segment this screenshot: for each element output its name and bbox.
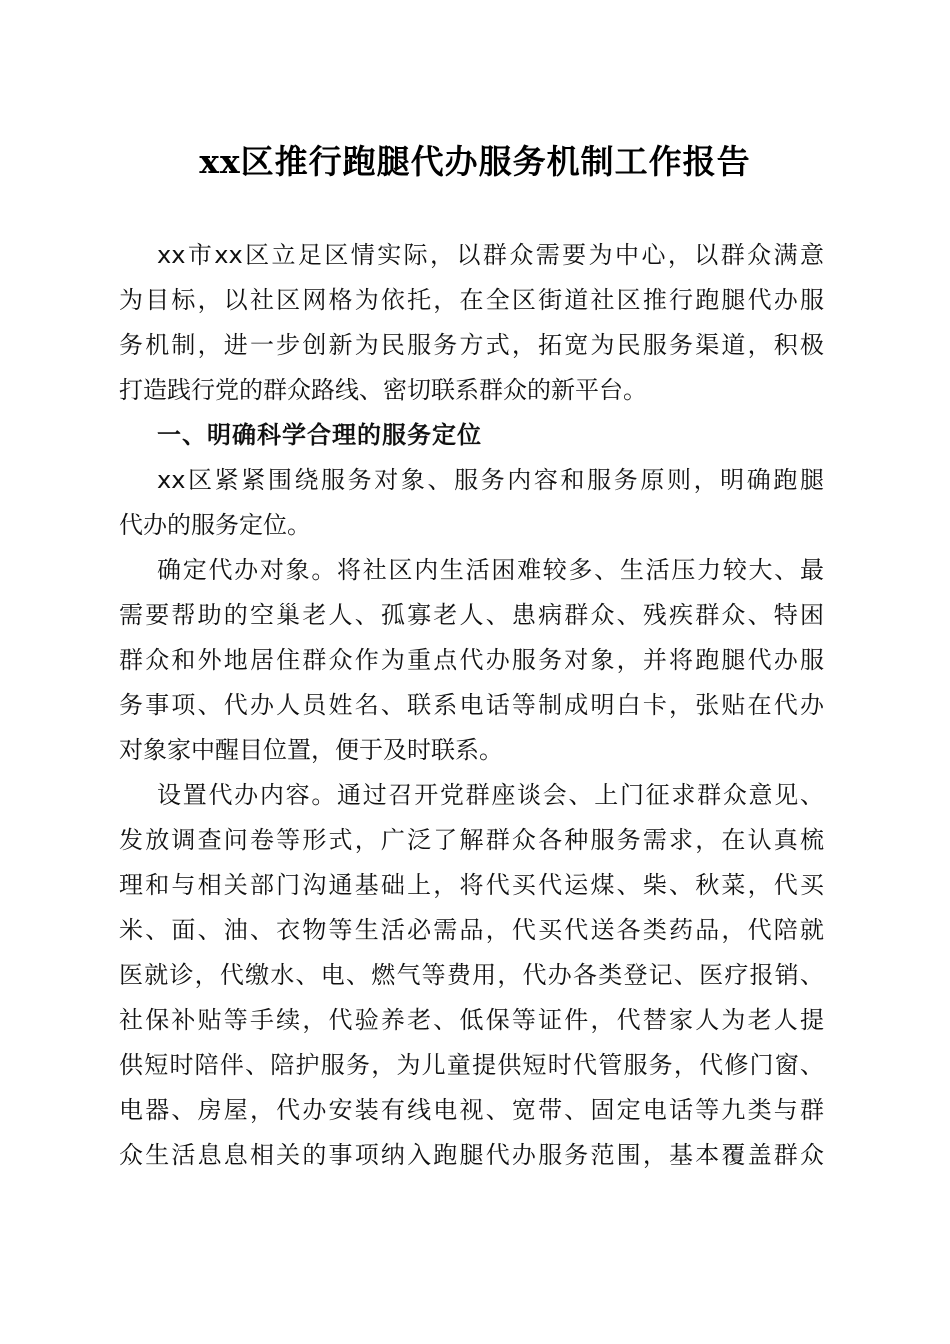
paragraph-line: 需要帮助的空巢老人、孤寡老人、患病群众、残疾群众、特困 — [119, 601, 824, 629]
section-heading: 一、明确科学合理的服务定位 — [157, 421, 482, 449]
paragraph-line: 社保补贴等手续，代验养老、低保等证件，代替家人为老人提 — [119, 1006, 824, 1034]
paragraph-line: 理和与相关部门沟通基础上，将代买代运煤、柴、秋菜，代买 — [119, 871, 824, 899]
paragraph-line: 电器、房屋，代办安装有线电视、宽带、固定电话等九类与群 — [119, 1096, 824, 1124]
paragraph-line: 医就诊，代缴水、电、燃气等费用，代办各类登记、医疗报销、 — [119, 961, 824, 989]
document-body — [119, 233, 824, 1178]
paragraph-line: 对象家中醒目位置，便于及时联系。 — [119, 736, 503, 764]
paragraph-line: 米、面、油、衣物等生活必需品，代买代送各类药品，代陪就 — [119, 916, 824, 944]
paragraph-line: 务事项、代办人员姓名、联系电话等制成明白卡，张贴在代办 — [119, 691, 824, 719]
paragraph-line: xx市xx区立足区情实际，以群众需要为中心，以群众满意 — [157, 241, 824, 269]
paragraph-line: 打造践行党的群众路线、密切联系群众的新平台。 — [119, 376, 647, 404]
paragraph-line: 确定代办对象。将社区内生活困难较多、生活压力较大、最 — [157, 556, 824, 584]
paragraph-line: 发放调查问卷等形式，广泛了解群众各种服务需求，在认真梳 — [119, 826, 824, 854]
service-content-paragraph — [119, 773, 824, 1178]
paragraph-line: 代办的服务定位。 — [119, 511, 311, 539]
paragraph-line: 供短时陪伴、陪护服务，为儿童提供短时代管服务，代修门窗、 — [119, 1051, 824, 1079]
section-intro-paragraph — [119, 458, 824, 548]
paragraph-line: 设置代办内容。通过召开党群座谈会、上门征求群众意见、 — [157, 781, 824, 809]
paragraph-line: xx区紧紧围绕服务对象、服务内容和服务原则，明确跑腿 — [157, 466, 824, 494]
intro-paragraph — [119, 233, 824, 413]
service-targets-paragraph — [119, 548, 824, 773]
paragraph-line: 务机制，进一步创新为民服务方式，拓宽为民服务渠道，积极 — [119, 331, 824, 359]
paragraph-line: 群众和外地居住群众作为重点代办服务对象，并将跑腿代办服 — [119, 646, 824, 674]
paragraph-line: 为目标，以社区网格为依托，在全区街道社区推行跑腿代办服 — [119, 286, 824, 314]
page-title: xx区推行跑腿代办服务机制工作报告 — [199, 142, 751, 181]
paragraph-line: 众生活息息相关的事项纳入跑腿代办服务范围，基本覆盖群众 — [119, 1141, 824, 1169]
